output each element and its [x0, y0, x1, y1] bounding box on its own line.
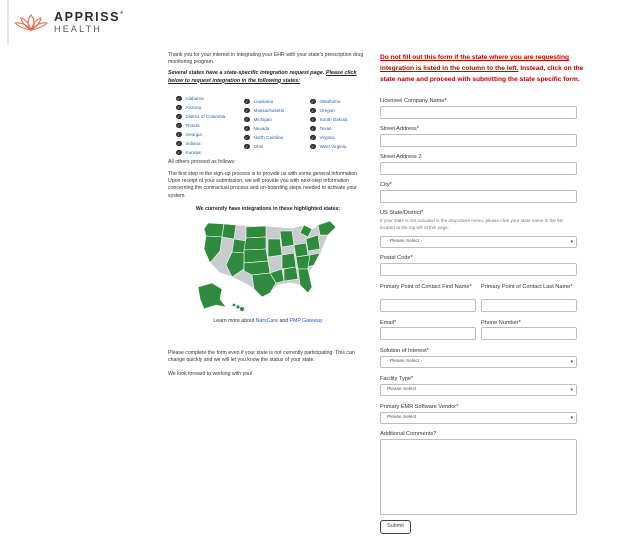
comments-label: Additional Comments? — [380, 431, 437, 437]
check-icon: ✓ — [311, 143, 315, 149]
state-link-florida[interactable]: Florida — [185, 122, 200, 128]
state-link-oregon[interactable]: Oregon — [319, 107, 335, 113]
city-label: City* — [380, 182, 392, 188]
solution-select[interactable] — [380, 356, 577, 368]
phone-input[interactable] — [481, 327, 577, 340]
company-input[interactable] — [380, 106, 577, 119]
state-item[interactable] — [176, 103, 225, 112]
form-warning — [380, 52, 585, 85]
state-item[interactable] — [176, 112, 225, 121]
brand-name: APPRISS — [54, 10, 121, 24]
emr-select-value: Please Select — [387, 415, 417, 420]
narxcare-link[interactable]: NarxCare — [255, 318, 278, 325]
state-item[interactable] — [310, 124, 347, 133]
state-item[interactable] — [244, 142, 284, 151]
state-link-arizona[interactable]: Arizona — [185, 104, 202, 110]
state-link-ohio[interactable]: Ohio — [253, 143, 264, 149]
state-column-2 — [244, 97, 284, 151]
brand-subtitle: HEALTH — [54, 23, 103, 34]
state-link-virginia[interactable]: Virginia — [319, 134, 335, 140]
state-link-kansas[interactable]: Kansas — [185, 149, 201, 155]
email-label: Email* — [380, 320, 397, 326]
check-icon: ✓ — [177, 95, 181, 101]
state-item[interactable] — [244, 124, 284, 133]
state-help-text: If your state is not included in the drop-down menu, please click your state name in the list located at the top left of this page. — [380, 218, 563, 230]
state-item[interactable] — [310, 106, 347, 115]
address2-input[interactable] — [380, 162, 577, 175]
warning-rest: Instead, click on the state name and proceed with submitting the state specific form. — [380, 65, 584, 83]
warning-underlined: Do not fill out this form if the state where you are requesting integration is listed in the column to the left. — [380, 54, 570, 72]
appriss-logo[interactable] — [14, 11, 123, 34]
submit-button[interactable]: Submit — [380, 520, 411, 534]
others-text: All others proceed as follows: — [168, 158, 236, 165]
state-item[interactable] — [310, 97, 347, 106]
state-item[interactable] — [244, 106, 284, 115]
state-column-1 — [176, 94, 225, 157]
state-item[interactable] — [310, 115, 347, 124]
address-input[interactable] — [380, 134, 577, 147]
phone-label: Phone Number* — [481, 320, 521, 326]
check-icon: ✓ — [245, 143, 249, 149]
state-select-value: - Please Select - — [387, 239, 423, 244]
closing-text: We look forward to working with you! — [168, 370, 253, 377]
last-name-input[interactable] — [481, 299, 577, 312]
check-icon: ✓ — [245, 134, 249, 140]
highlight-heading: We currently have integrations in these highlighted states: — [195, 205, 341, 212]
check-icon: ✓ — [245, 116, 249, 122]
state-links-list — [168, 94, 368, 154]
address-label: Street Address* — [380, 126, 419, 132]
check-icon: ✓ — [177, 104, 181, 110]
check-icon: ✓ — [177, 140, 181, 146]
learn-prefix: Learn more about — [213, 318, 256, 325]
state-link-district-of-columbia[interactable]: District of Columbia — [185, 113, 226, 119]
check-icon: ✓ — [311, 134, 315, 140]
state-link-texas[interactable]: Texas — [319, 125, 332, 131]
state-link-south-dakota[interactable]: South Dakota — [319, 116, 348, 122]
state-link-oklahoma[interactable]: Oklahoma — [319, 98, 341, 104]
check-icon: ✓ — [177, 149, 181, 155]
state-column-3 — [310, 97, 347, 151]
state-item[interactable] — [310, 133, 347, 142]
chevron-down-icon: ▾ — [570, 387, 573, 393]
intro-text: Thank you for your interest in integrating your EHR with your state's prescription drug monitoring program. — [168, 52, 364, 66]
state-specific-note — [168, 70, 368, 84]
state-link-indiana[interactable]: Indiana — [185, 140, 201, 146]
first-name-input[interactable] — [380, 299, 476, 312]
process-text: The first step in the sign-up process is to provide us with some general information. Upon receipt of your submission, we will provide you with next-step information concerning the contractual process and on-boarding steps needed to activate your system. — [168, 171, 359, 199]
check-icon: ✓ — [311, 107, 315, 113]
last-name-label: Primary Point of Contact Last Name* — [481, 284, 573, 290]
address2-label: Street Address 2 — [380, 154, 422, 160]
note-text: Several states have a state-specific integration request page. — [168, 70, 326, 77]
state-link-alabama[interactable]: Alabama — [185, 95, 204, 101]
state-item[interactable] — [244, 97, 284, 106]
state-label: US State/District* — [380, 210, 424, 216]
us-integration-map — [196, 219, 338, 315]
postal-label: Postal Code* — [380, 255, 413, 261]
state-select[interactable] — [380, 236, 577, 248]
learn-and: and — [278, 318, 290, 325]
state-link-massachusetts[interactable]: Massachusetts — [253, 107, 285, 113]
state-item[interactable] — [176, 94, 225, 103]
state-item[interactable] — [244, 115, 284, 124]
check-icon: ✓ — [311, 125, 315, 131]
check-icon: ✓ — [177, 113, 181, 119]
check-icon: ✓ — [245, 98, 249, 104]
left-divider — [7, 0, 9, 44]
trademark-symbol: ® — [120, 10, 124, 15]
state-link-georgia[interactable]: Georgia — [185, 131, 202, 137]
comments-textarea[interactable] — [380, 439, 577, 515]
state-item[interactable] — [176, 139, 225, 148]
facility-label: Facility Type* — [380, 376, 414, 382]
check-icon: ✓ — [311, 116, 315, 122]
emr-label: Primary EMR Software Vendor* — [380, 404, 459, 410]
emr-select[interactable] — [380, 412, 577, 424]
state-link-north-carolina[interactable]: North Carolina — [253, 134, 284, 140]
solution-select-value: - Please Select - — [387, 359, 423, 364]
note-underlined-text: Please click below to request integration in the following states: — [168, 70, 357, 84]
first-name-label: Primary Point of Contact First Name* — [380, 284, 472, 290]
learn-more-text — [168, 318, 368, 325]
info-column — [168, 52, 368, 378]
postal-input[interactable] — [380, 263, 577, 276]
pmp-gateway-link[interactable]: PMP Gateway — [289, 318, 323, 325]
chevron-down-icon: ▾ — [570, 239, 573, 245]
state-item[interactable] — [244, 133, 284, 142]
state-item[interactable] — [176, 121, 225, 130]
check-icon: ✓ — [311, 98, 315, 104]
state-link-nevada[interactable]: Nevada — [253, 125, 270, 131]
check-icon: ✓ — [177, 122, 181, 128]
check-icon: ✓ — [177, 131, 181, 137]
city-input[interactable] — [380, 190, 577, 203]
facility-select-value: Please Select — [387, 387, 417, 392]
email-input[interactable] — [380, 327, 476, 340]
chevron-down-icon: ▾ — [570, 415, 573, 421]
facility-select[interactable] — [380, 384, 577, 396]
state-item[interactable] — [176, 130, 225, 139]
state-item[interactable] — [310, 142, 347, 151]
check-icon: ✓ — [245, 125, 249, 131]
company-label: Licensee Company Name* — [380, 98, 447, 104]
lotus-logo-icon — [14, 12, 48, 32]
state-item[interactable] — [176, 148, 225, 157]
state-link-michigan[interactable]: Michigan — [253, 116, 272, 122]
chevron-down-icon: ▾ — [570, 359, 573, 365]
integration-form — [380, 52, 584, 85]
check-icon: ✓ — [245, 107, 249, 113]
solution-label: Solution of Interest* — [380, 348, 429, 354]
state-link-louisiana[interactable]: Louisiana — [253, 98, 274, 104]
state-link-west-virginia[interactable]: West Virginia — [319, 143, 347, 149]
complete-form-text: Please complete the form even if your state is not currently participating. This can change quickly and we will let you know the status of your state. — [168, 350, 355, 364]
